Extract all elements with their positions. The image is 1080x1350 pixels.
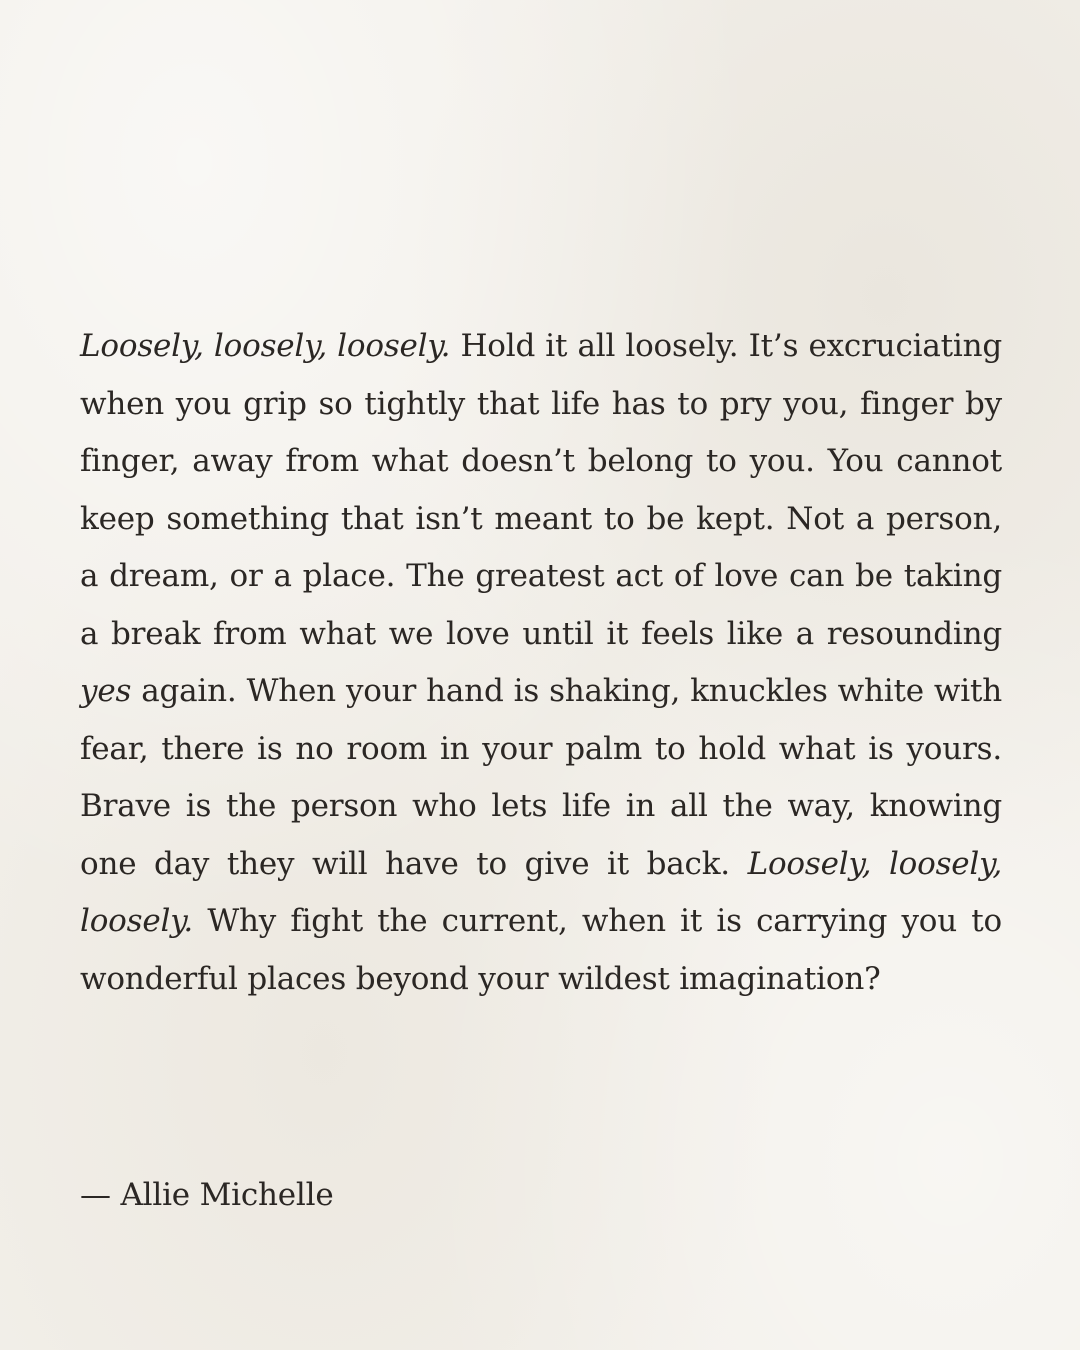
quote-emphasis: Loosely, loosely, loosely. bbox=[80, 328, 451, 364]
quote-text bbox=[80, 318, 1002, 1008]
quote-attribution: — Allie Michelle bbox=[80, 1177, 334, 1213]
quote-emphasis: yes bbox=[80, 673, 132, 709]
quote-segment: Why fight the current, when it is carrying you to wonderful places beyond your wildest imagination? bbox=[80, 903, 1002, 997]
quote-emphasis: Loosely, loosely, loosely. bbox=[80, 845, 1002, 939]
quote-segment: Hold it all loosely. It’s excruciating when you grip so tightly that life has to pry you, finger by finger, away from what doesn’t belong to you. You cannot keep something that isn’t meant to be kept. Not a person, a dream, or a place. The greatest act of love can be taking a break from what we love until it feels like a resounding bbox=[80, 328, 1002, 652]
quote-segment: again. When your hand is shaking, knuckles white with fear, there is no room in your palm to hold what is yours. Brave is the person who lets life in all the way, knowing one day they will have to give it back. bbox=[80, 673, 1002, 882]
